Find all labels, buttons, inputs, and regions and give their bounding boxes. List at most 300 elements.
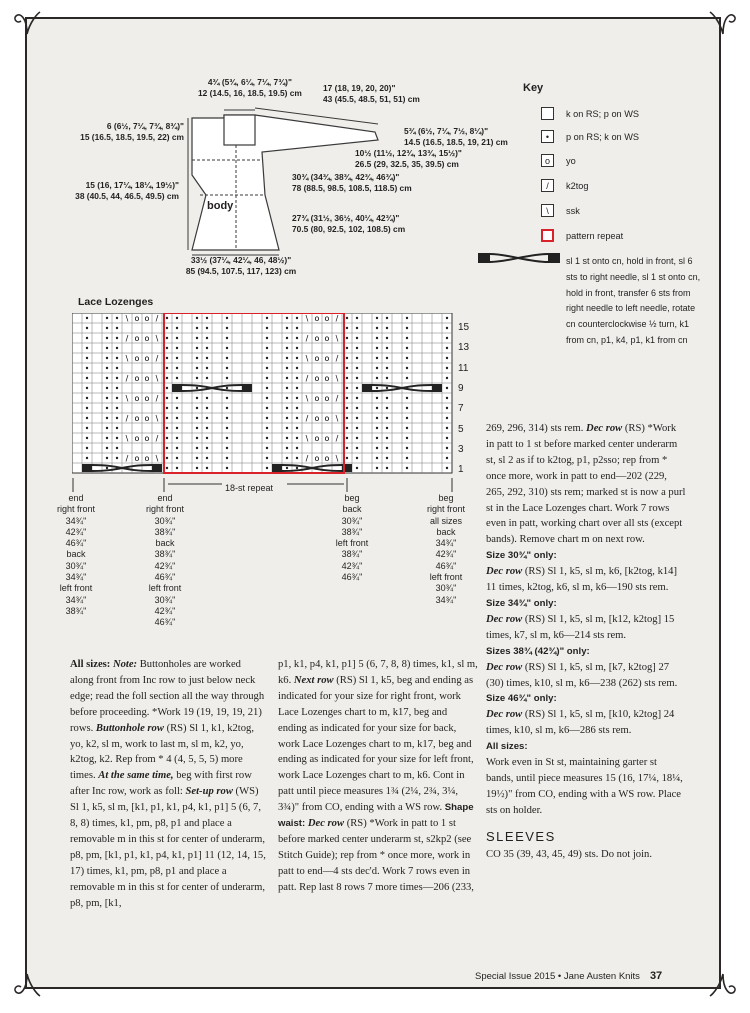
purl-dot [116,357,118,359]
purl-dot [356,387,358,389]
lace-symbol: \ [305,354,309,363]
purl-dot [176,397,178,399]
purl-dot [116,387,118,389]
lace-symbol: / [305,374,309,383]
purl-dot [166,407,168,409]
purl-dot [346,357,348,359]
purl-dot [376,367,378,369]
purl-dot [116,447,118,449]
purl-dot [296,327,298,329]
purl-dot [106,377,108,379]
purl-dot [376,457,378,459]
cable-end [432,384,442,392]
col-label-beg-right-front: beg right front all sizes back 34¾" 42¾" 46¾" left front 30¾" 34¾" [426,493,466,605]
purl-dot [166,357,168,359]
lace-symbol: o [144,454,150,463]
lace-symbol: \ [335,414,339,423]
sleeves-heading: SLEEVES [486,828,556,844]
purl-dot [116,347,118,349]
purl-dot [106,467,108,469]
purl-dot [346,317,348,319]
purl-dot [446,327,448,329]
lace-symbol: / [155,434,159,443]
purl-dot [376,447,378,449]
purl-dot [266,317,268,319]
purl-dot [266,327,268,329]
purl-dot [286,327,288,329]
purl-dot [286,427,288,429]
text-run: (RS) Sl 1, k1, k2tog, yo, k2, sl m, work to last m, sl m, k2, yo, k2tog, k2. Rep from * 4 (4, 5, 5, 5) more times. [70,722,254,782]
measure-body-length: 15 (16, 17¼, 18¼, 19½)" 38 (40.5, 44, 46.5, 49.5) cm [75,180,179,201]
purl-dot [266,387,268,389]
purl-dot [286,467,288,469]
purl-dot [446,427,448,429]
cable-end [362,384,372,392]
purl-dot [206,347,208,349]
purl-dot [116,327,118,329]
purl-dot [376,317,378,319]
purl-dot [226,417,228,419]
lace-symbol: o [324,334,330,343]
text-column-3 [486,421,686,862]
purl-dot [166,427,168,429]
purl-dot [286,457,288,459]
purl-dot [106,427,108,429]
purl-dot [166,417,168,419]
text-column-1 [70,657,266,912]
purl-dot [106,417,108,419]
purl-dot [86,327,88,329]
lace-symbol: \ [155,374,159,383]
size-46-instructions: (RS) Sl 1, k5, sl m, [k10, k2tog] 24 times, k10, sl m, k6—286 sts rem. [486,709,675,737]
lace-symbol: / [305,334,309,343]
purl-dot [346,347,348,349]
lace-symbol: o [324,454,330,463]
chart-row-number: 15 [458,322,470,333]
purl-dot [106,357,108,359]
purl-dot [196,337,198,339]
lace-symbol: o [134,334,140,343]
dec-row-label: Dec row [486,661,523,673]
purl-dot [166,437,168,439]
purl-dot [296,317,298,319]
lace-symbol: / [125,374,129,383]
purl-dot [106,347,108,349]
cable-end [82,464,92,472]
purl-dot [86,407,88,409]
purl-dot [376,337,378,339]
text-run: (RS) *Work in patt to 1 st before marked center underarm st, s2kp2 (see Stitch Guide); rep from * once more, work in patt to end—4 sts dec'd. Work 7 rows even in patt. Rep last 8 rows 7 more times—206 (233, [278,818,474,893]
purl-dot [206,447,208,449]
purl-dot [86,397,88,399]
purl-dot [266,407,268,409]
lace-symbol: \ [305,394,309,403]
size-38-42-instructions: (RS) Sl 1, k5, sl m, [k7, k2tog] 27 (30) times, k10, sl m, k6—238 (262) sts rem. [486,661,678,689]
purl-dot [176,447,178,449]
purl-dot [386,357,388,359]
purl-dot [406,317,408,319]
purl-dot [286,347,288,349]
purl-dot [266,467,268,469]
size-38-42-heading: Sizes 38¾ (42¾)" only: [486,645,590,657]
chart-row-number: 1 [458,464,464,476]
lace-symbol: \ [155,334,159,343]
text-run: Buttonholes are worked along front from Inc row to just below neck edge; read the foll section all the way through before proceeding. *Work 19 (19, 19, 19, 21) rows. [70,659,265,734]
lace-symbol: \ [125,354,129,363]
purl-dot [226,467,228,469]
purl-dot [356,317,358,319]
purl-dot [356,357,358,359]
yo-symbol-icon: o [541,154,554,167]
purl-dot [286,397,288,399]
purl-dot [86,437,88,439]
key-item: • p on RS; k on WS [541,130,639,143]
purl-dot [446,377,448,379]
lace-symbol: o [134,454,140,463]
text-run: Set-up row [185,786,233,798]
purl-dot [166,367,168,369]
purl-dot [356,457,358,459]
lace-symbol: \ [125,394,129,403]
text-run: beg with first row after Inc row, work as foll: [70,770,252,798]
purl-dot [196,397,198,399]
purl-dot [176,437,178,439]
purl-dot [406,357,408,359]
purl-dot [346,457,348,459]
chart-row-number: 13 [458,342,470,354]
purl-dot [196,407,198,409]
purl-dot [206,457,208,459]
repeat-label: 18-st repeat [225,483,274,493]
text-run: p1, k1, p4, k1, p1] 5 (6, 7, 8, 8) times, k1, sl m, k6. [278,659,478,686]
purl-dot [296,417,298,419]
purl-dot [296,427,298,429]
purl-dot [406,347,408,349]
purl-dot [86,357,88,359]
purl-dot [166,327,168,329]
purl-dot [446,397,448,399]
cable-description: sl 1 st onto cn, hold in front, sl 6 sts to right needle, sl 1 st onto cn, hold in front, transfer 6 sts from right needle to left needle, rotate cn counterclockwise ½ turn, k1 from cn, p1, k4, p1, k1 from cn [566,256,701,345]
lace-symbol: o [314,414,320,423]
dec-row-label: Dec row [486,613,523,625]
purl-dot [386,407,388,409]
purl-dot [86,367,88,369]
purl-dot [226,317,228,319]
purl-dot [266,347,268,349]
pattern-repeat-box-icon [541,229,554,242]
lace-symbol: / [125,334,129,343]
purl-dot [386,467,388,469]
purl-dot [116,317,118,319]
purl-dot [406,467,408,469]
purl-dot [116,377,118,379]
lace-lozenges-chart [72,313,454,475]
purl-dot [376,387,378,389]
purl-dot [86,337,88,339]
purl-dot [166,347,168,349]
purl-dot [376,417,378,419]
purl-dot [196,437,198,439]
purl-dot [176,377,178,379]
corner-flourish-icon [708,6,738,36]
purl-dot [386,397,388,399]
text-column-2 [278,657,478,896]
dec-row-label: Dec row [486,566,523,578]
measure-chest: 30¾ (34¾, 38¾, 42¾, 46¾)" 78 (88.5, 98.5, 108.5, 118.5) cm [292,172,412,193]
purl-dot [106,337,108,339]
lace-symbol: o [324,314,330,323]
purl-dot [166,397,168,399]
lace-symbol: \ [125,434,129,443]
purl-dot [86,317,88,319]
chart-row-number: 5 [458,423,464,435]
purl-dot [226,357,228,359]
purl-dot [266,357,268,359]
purl-dot [446,417,448,419]
purl-dot [166,467,168,469]
lace-symbol: o [144,334,150,343]
col-label-beg-back: beg back 30¾" 38¾" left front 38¾" 42¾" 46¾" [335,493,369,583]
lace-symbol: \ [335,454,339,463]
purl-dot [356,437,358,439]
purl-dot [106,407,108,409]
lace-symbol: / [155,314,159,323]
key-item: o yo [541,154,576,167]
purl-dot [386,437,388,439]
purl-dot [356,427,358,429]
page-number: 37 [649,970,663,982]
measure-hip: 33½ (37¼, 42¼, 46, 48½)" 85 (94.5, 107.5, 117, 123) cm [185,255,297,276]
purl-dot [406,367,408,369]
key-item: pattern repeat [541,229,623,242]
purl-dot [86,447,88,449]
lace-symbol: o [314,354,320,363]
lace-symbol: / [155,354,159,363]
purl-dot [106,317,108,319]
purl-dot [226,367,228,369]
purl-dot [206,417,208,419]
purl-dot [286,367,288,369]
k2tog-symbol-icon: / [541,179,554,192]
purl-dot [106,327,108,329]
chart-row-number: 3 [458,443,464,455]
size-34-instructions: (RS) Sl 1, k5, sl m, [k12, k2tog] 15 times, k7, sl m, k6—214 sts rem. [486,613,675,641]
purl-dot [296,337,298,339]
purl-dot [266,417,268,419]
purl-dot [356,367,358,369]
purl-dot [286,377,288,379]
purl-symbol-icon: • [541,130,554,143]
purl-dot [446,337,448,339]
purl-dot [446,357,448,359]
lace-symbol: o [134,434,140,443]
purl-dot [86,427,88,429]
purl-dot [286,437,288,439]
lace-symbol: o [134,414,140,423]
page-footer [475,970,662,982]
purl-dot [286,407,288,409]
purl-dot [296,457,298,459]
purl-dot [296,387,298,389]
cable-end [242,384,252,392]
lace-symbol: \ [335,374,339,383]
purl-dot [376,377,378,379]
purl-dot [286,417,288,419]
purl-dot [386,457,388,459]
purl-dot [226,377,228,379]
purl-dot [176,407,178,409]
purl-dot [296,377,298,379]
purl-dot [266,457,268,459]
purl-dot [176,347,178,349]
lace-symbol: \ [155,414,159,423]
purl-dot [296,437,298,439]
lace-symbol: o [144,394,150,403]
key-title: Key [523,82,544,94]
purl-dot [106,387,108,389]
purl-dot [166,387,168,389]
purl-dot [346,407,348,409]
purl-dot [166,377,168,379]
purl-dot [356,407,358,409]
purl-dot [206,427,208,429]
purl-dot [356,467,358,469]
purl-dot [286,317,288,319]
purl-dot [176,367,178,369]
lace-symbol: o [324,394,330,403]
purl-dot [346,377,348,379]
measure-sleeve-length: 17 (18, 19, 20, 20)" 43 (45.5, 48.5, 51, 51) cm [323,83,420,104]
purl-dot [446,457,448,459]
chart-row-number: 7 [458,403,464,415]
purl-dot [266,397,268,399]
purl-dot [196,457,198,459]
purl-dot [176,317,178,319]
purl-dot [296,407,298,409]
lace-symbol: o [144,314,150,323]
purl-dot [226,457,228,459]
purl-dot [296,397,298,399]
lace-symbol: o [314,454,320,463]
purl-dot [266,447,268,449]
purl-dot [176,337,178,339]
purl-dot [106,457,108,459]
purl-dot [106,437,108,439]
chart-row-number: 11 [458,362,469,374]
purl-dot [446,367,448,369]
purl-dot [226,447,228,449]
lace-symbol: o [324,434,330,443]
purl-dot [86,347,88,349]
purl-dot [176,467,178,469]
purl-dot [376,327,378,329]
purl-dot [106,397,108,399]
purl-dot [406,397,408,399]
purl-dot [166,337,168,339]
purl-dot [226,407,228,409]
purl-dot [346,417,348,419]
purl-dot [286,447,288,449]
lace-symbol: / [125,414,129,423]
lace-symbol: o [134,394,140,403]
lace-symbol: / [155,394,159,403]
purl-dot [286,387,288,389]
text-run: (RS) Sl 1, k5, beg and ending as indicated for your size for right front, work Lace Lozenges chart to m, k17, beg and ending as indicated for your size for back, work Lace Lozenges chart to m, k17, beg and ending as indicated for your size for left front, work Lace Lozenges chart to m, k6. Cont in patt until piece measures 1¾ (2¼, 2¾, 3¼, 3¾)" from CO, ending with a WS row. [278,674,474,814]
key-item: k on RS; p on WS [541,107,639,120]
purl-dot [386,427,388,429]
purl-dot [376,357,378,359]
dec-row-label: Dec row [486,709,523,721]
text-run: 269, 296, 314) sts rem. [486,423,587,434]
purl-dot [446,317,448,319]
measure-waist: 27¾ (31½, 36½, 40¼, 42¾)" 70.5 (80, 92.5, 102, 108.5) cm [292,213,406,234]
text-run: Buttonhole row [95,722,164,734]
purl-dot [446,447,448,449]
purl-dot [196,447,198,449]
purl-dot [106,367,108,369]
purl-dot [406,377,408,379]
purl-dot [356,337,358,339]
purl-dot [196,387,198,389]
measure-neck: 4¾ (5¾, 6¼, 7¼, 7¾)" 12 (14.5, 16, 18.5, 19.5) cm [198,77,302,98]
purl-dot [206,367,208,369]
purl-dot [106,447,108,449]
purl-dot [196,327,198,329]
lace-symbol: / [305,414,309,423]
col-label-end-right-front: end right front 34¾" 42¾" 46¾" back 30¾" 34¾" left front 34¾" 38¾" [56,493,96,616]
corner-flourish-icon [708,972,738,1002]
lace-symbol: \ [155,454,159,463]
purl-dot [406,407,408,409]
lace-symbol: o [134,374,140,383]
all-sizes-instructions: Work even in St st, maintaining garter st bands, until piece measures 15 (16, 17¼, 18¼, 19½)" from CO, ending with a WS row. Place sts on holder. [486,757,683,816]
purl-dot [86,417,88,419]
measure-cuff: 5¾ (6½, 7¼, 7½, 8¼)" 14.5 (16.5, 18.5, 19, 21) cm [404,126,508,147]
purl-dot [386,367,388,369]
chart-leader-lines [72,478,454,494]
purl-dot [406,447,408,449]
purl-dot [86,387,88,389]
lace-symbol: / [335,394,339,403]
purl-dot [116,457,118,459]
purl-dot [116,397,118,399]
purl-dot [446,347,448,349]
footer-publication: Special Issue 2015 • Jane Austen Knits [475,971,640,982]
purl-dot [196,417,198,419]
purl-dot [266,337,268,339]
purl-dot [266,367,268,369]
purl-dot [296,447,298,449]
lace-symbol: o [144,354,150,363]
purl-dot [286,357,288,359]
lace-symbol: / [305,454,309,463]
purl-dot [346,367,348,369]
purl-dot [446,407,448,409]
size-30-heading: Size 30¾" only: [486,550,557,562]
purl-dot [206,437,208,439]
chart-row-number: 9 [458,382,464,394]
corner-flourish-icon [12,972,42,1002]
lace-symbol: o [134,314,140,323]
purl-dot [356,377,358,379]
purl-dot [386,377,388,379]
purl-dot [176,417,178,419]
purl-dot [196,317,198,319]
purl-dot [346,447,348,449]
purl-dot [356,327,358,329]
text-run: (RS) *Work in patt to 1 st before marked center underarm st, sl 2 as if to k2tog, p1, p2sso; rep from * once more, work in patt to end—202 (229, 265, 292, 310) sts rem; marked st is now a purl st in the Lace Lozenges chart. Work 7 rows even in patt, working chart over all sts (except bands). Remove chart m on next row. [486,423,686,546]
lace-symbol: o [314,434,320,443]
